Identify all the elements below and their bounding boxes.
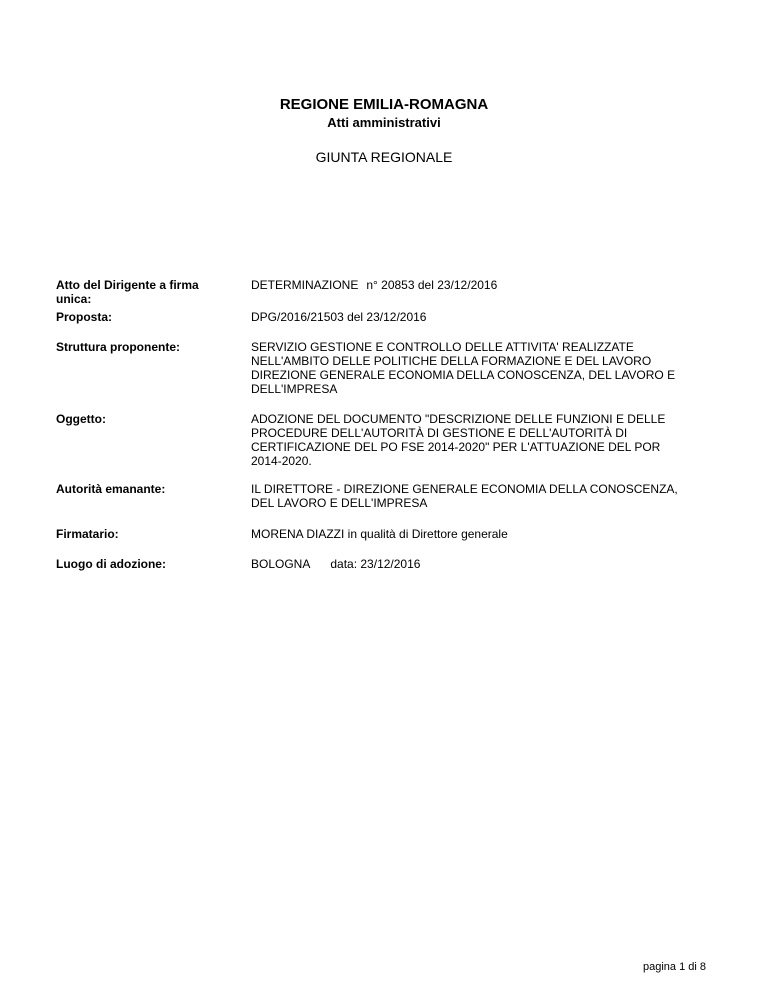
struttura-line: SERVIZIO GESTIONE E CONTROLLO DELLE ATTIVITA' REALIZZATE — [251, 340, 634, 354]
autorita-line: IL DIRETTORE - DIREZIONE GENERALE ECONOMIA DELLA CONOSCENZA, — [251, 482, 678, 496]
oggetto-line: CERTIFICAZIONE DEL PO FSE 2014-2020" PER L'ATTUAZIONE DEL POR — [251, 440, 661, 454]
issuing-body: GIUNTA REGIONALE — [315, 149, 453, 165]
luogo-label: Luogo di adozione: — [56, 557, 166, 571]
struttura-line: NELL'AMBITO DELLE POLITICHE DELLA FORMAZIONE E DEL LAVORO — [251, 354, 652, 368]
atto-label: Atto del Dirigente a firma unica: — [56, 278, 199, 306]
luogo-place: BOLOGNA — [251, 557, 311, 571]
autorita-value — [251, 482, 731, 510]
oggetto-label: Oggetto: — [56, 412, 106, 426]
document-title: REGIONE EMILIA-ROMAGNA — [279, 96, 489, 113]
atto-value — [251, 278, 731, 292]
oggetto-line: PROCEDURE DELL'AUTORITÀ DI GESTIONE E DELL'AUTORITÀ DI — [251, 426, 628, 440]
struttura-line: DIREZIONE GENERALE ECONOMIA DELLA CONOSCENZA, DEL LAVORO E — [251, 368, 676, 382]
autorita-line: DEL LAVORO E DELL'IMPRESA — [251, 496, 428, 510]
oggetto-line: 2014-2020. — [251, 454, 312, 468]
page-number: pagina 1 di 8 — [643, 961, 706, 973]
autorita-label: Autorità emanante: — [56, 482, 166, 496]
struttura-label: Struttura proponente: — [56, 340, 180, 354]
proposta-label: Proposta: — [56, 310, 113, 324]
document-subtitle: Atti amministrativi — [327, 115, 441, 130]
proposta-value: DPG/2016/21503 del 23/12/2016 — [251, 310, 427, 324]
firmatario-value: MORENA DIAZZI in qualità di Direttore generale — [251, 527, 508, 541]
oggetto-line: ADOZIONE DEL DOCUMENTO "DESCRIZIONE DELLE FUNZIONI E DELLE — [251, 412, 666, 426]
struttura-line: DELL'IMPRESA — [251, 382, 338, 396]
oggetto-value — [251, 412, 731, 468]
luogo-value — [251, 557, 731, 571]
atto-type: DETERMINAZIONE — [251, 278, 359, 292]
luogo-date: data: 23/12/2016 — [330, 557, 421, 571]
struttura-value — [251, 340, 731, 396]
firmatario-label: Firmatario: — [56, 527, 119, 541]
atto-number: n° 20853 del 23/12/2016 — [366, 278, 498, 292]
